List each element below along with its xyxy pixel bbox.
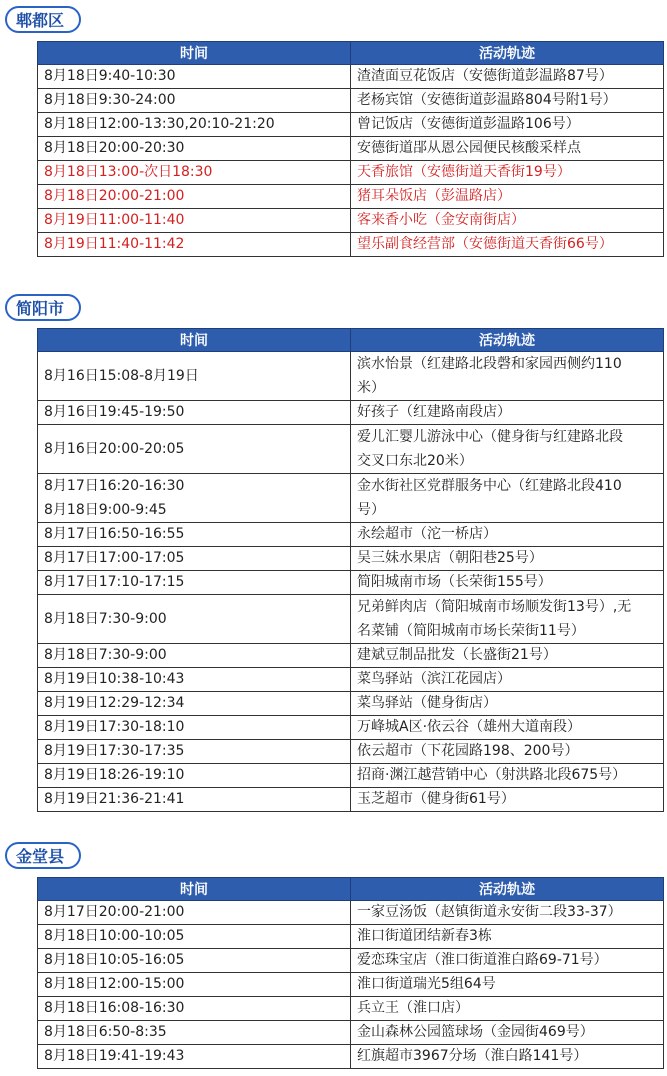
table-row [38, 523, 664, 547]
table-row [38, 595, 664, 644]
table-row [38, 788, 664, 812]
table-header-row [38, 42, 664, 65]
cell-time: 8月19日21:36-21:41 [38, 788, 351, 812]
table-header-row [38, 329, 664, 352]
cell-time: 8月18日12:00-15:00 [38, 973, 351, 997]
cell-place: 好孩子（红建路南段店） [351, 401, 664, 425]
cell-time: 8月17日17:00-17:05 [38, 547, 351, 571]
cell-time: 8月17日16:50-16:55 [38, 523, 351, 547]
cell-time: 8月18日10:00-10:05 [38, 925, 351, 949]
cell-place: 金山森林公园篮球场（金园街469号） [351, 1021, 664, 1045]
cell-time: 8月18日19:41-19:43 [38, 1045, 351, 1069]
cell-place: 客来香小吃（金安南街店） [351, 209, 664, 233]
cell-place: 建斌豆制品批发（长盛街21号） [351, 644, 664, 668]
cell-place: 淮口街道团结新春3栋 [351, 925, 664, 949]
cell-place: 淮口街道瑞光5组64号 [351, 973, 664, 997]
table-row [38, 209, 664, 233]
table-row [38, 925, 664, 949]
cell-place: 金水街社区党群服务中心（红建路北段410 号） [351, 474, 664, 523]
table-row [38, 401, 664, 425]
cell-time: 8月16日19:45-19:50 [38, 401, 351, 425]
cell-place: 爱恋珠宝店（淮口街道淮白路69-71号） [351, 949, 664, 973]
table-row [38, 740, 664, 764]
table-row [38, 997, 664, 1021]
cell-place: 兵立王（淮口店） [351, 997, 664, 1021]
cell-place: 渣渣面豆花饭店（安德街道彭温路87号） [351, 65, 664, 89]
table-row [38, 692, 664, 716]
table-row [38, 65, 664, 89]
cell-time: 8月19日12:29-12:34 [38, 692, 351, 716]
cell-place: 猪耳朵饭店（彭温路店） [351, 185, 664, 209]
trajectory-table [37, 328, 664, 812]
cell-place: 依云超市（下花园路198、200号） [351, 740, 664, 764]
cell-place: 爱儿汇婴儿游泳中心（健身街与红建路北段 交叉口东北20米） [351, 425, 664, 474]
header-time: 时间 [38, 329, 351, 352]
cell-place: 招商·渊江越营销中心（射洪路北段675号） [351, 764, 664, 788]
section-title: 郫都区 [16, 11, 65, 30]
table-row [38, 233, 664, 257]
cell-place: 滨水怡景（红建路北段磬和家园西侧约110 米） [351, 352, 664, 401]
section-title-tag [5, 294, 81, 321]
cell-time: 8月18日9:30-24:00 [38, 89, 351, 113]
cell-time: 8月17日17:10-17:15 [38, 571, 351, 595]
header-trajectory: 活动轨迹 [351, 42, 664, 65]
cell-place: 菜鸟驿站（滨江花园店） [351, 668, 664, 692]
cell-place: 望乐副食经营部（安德街道天香街66号） [351, 233, 664, 257]
cell-place: 一家豆汤饭（赵镇街道永安街二段33-37） [351, 901, 664, 925]
table-row [38, 547, 664, 571]
cell-place: 红旗超市3967分场（淮白路141号） [351, 1045, 664, 1069]
cell-time: 8月18日20:00-20:30 [38, 137, 351, 161]
cell-time: 8月18日7:30-9:00 [38, 595, 351, 644]
table-row [38, 137, 664, 161]
cell-time: 8月19日17:30-18:10 [38, 716, 351, 740]
table-row [38, 474, 664, 523]
cell-time: 8月18日9:40-10:30 [38, 65, 351, 89]
trajectory-table [37, 877, 664, 1069]
table-row [38, 1021, 664, 1045]
header-trajectory: 活动轨迹 [351, 878, 664, 901]
cell-time: 8月18日6:50-8:35 [38, 1021, 351, 1045]
section-title-tag [5, 842, 81, 869]
header-time: 时间 [38, 878, 351, 901]
table-row [38, 571, 664, 595]
cell-place: 简阳城南市场（长荣街155号） [351, 571, 664, 595]
cell-place: 吴三妹水果店（朝阳巷25号） [351, 547, 664, 571]
table-row [38, 425, 664, 474]
cell-time: 8月18日10:05-16:05 [38, 949, 351, 973]
section-title: 金堂县 [16, 847, 65, 866]
cell-time: 8月18日16:08-16:30 [38, 997, 351, 1021]
cell-place: 万峰城A区·依云谷（雄州大道南段） [351, 716, 664, 740]
cell-place: 兄弟鲜肉店（简阳城南市场顺发街13号）,无 名菜铺（简阳城南市场长荣街11号） [351, 595, 664, 644]
table-row [38, 949, 664, 973]
table-row [38, 973, 664, 997]
table-row [38, 352, 664, 401]
cell-time: 8月19日17:30-17:35 [38, 740, 351, 764]
cell-time: 8月18日12:00-13:30,20:10-21:20 [38, 113, 351, 137]
table-row [38, 1045, 664, 1069]
cell-place: 菜鸟驿站（健身街店） [351, 692, 664, 716]
table-row [38, 901, 664, 925]
section-title-tag [5, 6, 81, 33]
cell-place: 天香旅馆（安德街道天香街19号） [351, 161, 664, 185]
cell-time: 8月17日20:00-21:00 [38, 901, 351, 925]
header-trajectory: 活动轨迹 [351, 329, 664, 352]
cell-time: 8月19日11:00-11:40 [38, 209, 351, 233]
table-row [38, 644, 664, 668]
cell-time: 8月18日20:00-21:00 [38, 185, 351, 209]
cell-time: 8月19日10:38-10:43 [38, 668, 351, 692]
cell-time: 8月17日16:20-16:30 8月18日9:00-9:45 [38, 474, 351, 523]
table-row [38, 668, 664, 692]
cell-time: 8月18日7:30-9:00 [38, 644, 351, 668]
table-row [38, 764, 664, 788]
table-row [38, 185, 664, 209]
cell-place: 玉芝超市（健身街61号） [351, 788, 664, 812]
cell-time: 8月16日20:00-20:05 [38, 425, 351, 474]
cell-place: 永绘超市（沱一桥店） [351, 523, 664, 547]
table-row [38, 89, 664, 113]
section-title: 简阳市 [16, 299, 65, 318]
table-row [38, 113, 664, 137]
header-time: 时间 [38, 42, 351, 65]
table-header-row [38, 878, 664, 901]
cell-time: 8月19日11:40-11:42 [38, 233, 351, 257]
cell-place: 老杨宾馆（安德街道彭温路804号附1号） [351, 89, 664, 113]
cell-place: 曾记饭店（安德街道彭温路106号） [351, 113, 664, 137]
cell-place: 安德街道郘从恩公园便民核酸采样点 [351, 137, 664, 161]
trajectory-table [37, 41, 664, 257]
table-row [38, 716, 664, 740]
cell-time: 8月19日18:26-19:10 [38, 764, 351, 788]
table-row [38, 161, 664, 185]
cell-time: 8月16日15:08-8月19日 [38, 352, 351, 401]
cell-time: 8月18日13:00-次日18:30 [38, 161, 351, 185]
